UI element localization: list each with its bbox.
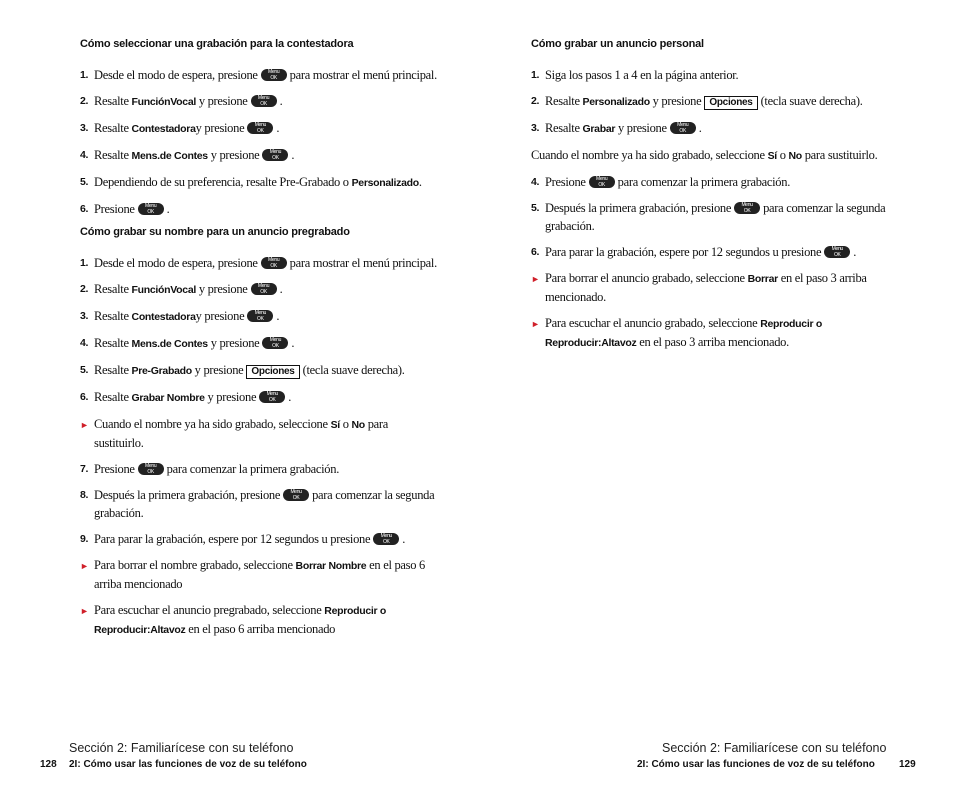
note-item: ► Para escuchar el anuncio grabado, seleccione Reproducir o Reproducir:Altavoz en el paso 3 arriba mencionado. <box>531 316 822 349</box>
step: 4. Presione Menu OK para comenzar la primera grabación. <box>531 175 791 189</box>
step: 1. Desde el modo de espera, presione Menu OK para mostrar el menú principal. <box>80 68 437 82</box>
heading-select-recording: Cómo seleccionar una grabación para la contestadora <box>80 38 354 50</box>
menu-ok-key-icon: Menu OK <box>247 310 273 322</box>
menu-ok-key-icon: Menu OK <box>589 176 615 188</box>
footer-section-right: Sección 2: Familiarícese con su teléfono <box>662 741 887 755</box>
menu-ok-key-icon: Menu OK <box>247 122 273 134</box>
left-page <box>80 38 440 647</box>
page-number-left: 128 <box>40 759 57 770</box>
step: 4. Resalte Mens.de Contes y presione Menu OK . <box>80 148 295 162</box>
note-item: ► Para borrar el anuncio grabado, seleccione Borrar en el paso 3 arriba mencionado. <box>531 271 867 304</box>
options-softkey-icon: Opciones <box>704 96 757 110</box>
step: 5. Después la primera grabación, presione Menu OK para comenzar la segunda grabación. <box>531 201 886 233</box>
step: 9. Para parar la grabación, espere por 12 segundos u presione Menu OK . <box>80 532 406 546</box>
step: 3. Resalte Grabar y presione Menu OK . <box>531 121 702 135</box>
note-item: ► Para escuchar el anuncio pregrabado, seleccione Reproducir o Reproducir:Altavoz en el paso 6 arriba mencionado <box>80 603 387 636</box>
menu-ok-key-icon: Menu OK <box>251 95 277 107</box>
step: 1. Desde el modo de espera, presione Menu OK para mostrar el menú principal. <box>80 256 437 270</box>
arrow-bullet-icon: ► <box>80 606 89 616</box>
options-softkey-icon: Opciones <box>246 365 299 379</box>
step: 2. Resalte FunciónVocal y presione Menu OK . <box>80 94 283 108</box>
menu-ok-key-icon: Menu OK <box>283 489 309 501</box>
footer-subsection-left: 2I: Cómo usar las funciones de voz de su teléfono <box>69 759 307 770</box>
page-number-right: 129 <box>899 759 916 770</box>
menu-ok-key-icon: Menu OK <box>251 283 277 295</box>
footer-section-left: Sección 2: Familiarícese con su teléfono <box>69 741 294 755</box>
step: 2. Resalte FunciónVocal y presione Menu OK . <box>80 282 283 296</box>
arrow-bullet-icon: ► <box>80 561 89 571</box>
footer-subsection-right: 2I: Cómo usar las funciones de voz de su teléfono <box>637 759 875 770</box>
step: 8. Después la primera grabación, presione Menu OK para comenzar la segunda grabación. <box>80 488 435 520</box>
arrow-bullet-icon: ► <box>80 420 89 430</box>
step: 6. Resalte Grabar Nombre y presione Menu OK . <box>80 390 292 404</box>
menu-ok-key-icon: Menu OK <box>259 391 285 403</box>
right-page <box>531 38 891 360</box>
heading-record-personal: Cómo grabar un anuncio personal <box>531 38 704 50</box>
step: 7. Presione Menu OK para comenzar la primera grabación. <box>80 462 340 476</box>
menu-ok-key-icon: Menu OK <box>824 246 850 258</box>
menu-ok-key-icon: Menu OK <box>734 202 760 214</box>
menu-ok-key-icon: Menu OK <box>138 203 164 215</box>
step: 1. Siga los pasos 1 a 4 en la página anterior. <box>531 68 739 82</box>
step: 5. Dependiendo de su preferencia, resalte Pre-Grabado o Personalizado. <box>80 175 422 189</box>
note-paragraph: Cuando el nombre ya ha sido grabado, seleccione Sí o No para sustituirlo. <box>531 148 878 162</box>
menu-ok-key-icon: Menu OK <box>262 337 288 349</box>
step: 4. Resalte Mens.de Contes y presione Menu OK . <box>80 336 295 350</box>
arrow-bullet-icon: ► <box>531 274 540 284</box>
step: 6. Para parar la grabación, espere por 12 segundos u presione Menu OK . <box>531 245 857 259</box>
menu-ok-key-icon: Menu OK <box>261 257 287 269</box>
step: 3. Resalte Contestadoray presione Menu OK . <box>80 309 280 323</box>
menu-ok-key-icon: Menu OK <box>262 149 288 161</box>
heading-record-name: Cómo grabar su nombre para un anuncio pregrabado <box>80 226 350 238</box>
step: 2. Resalte Personalizado y presione Opciones (tecla suave derecha). <box>531 94 863 108</box>
menu-ok-key-icon: Menu OK <box>670 122 696 134</box>
menu-ok-key-icon: Menu OK <box>138 463 164 475</box>
menu-ok-key-icon: Menu OK <box>373 533 399 545</box>
step: 5. Resalte Pre-Grabado y presione Opciones (tecla suave derecha). <box>80 363 405 377</box>
note-item: ► Para borrar el nombre grabado, seleccione Borrar Nombre en el paso 6 arriba mencionado <box>80 558 425 591</box>
note-item: ► Cuando el nombre ya ha sido grabado, seleccione Sí o No para sustituirlo. <box>80 417 389 450</box>
arrow-bullet-icon: ► <box>531 319 540 329</box>
menu-ok-key-icon: Menu OK <box>261 69 287 81</box>
step: 3. Resalte Contestadoray presione Menu OK . <box>80 121 280 135</box>
step: 6. Presione Menu OK . <box>80 202 170 216</box>
